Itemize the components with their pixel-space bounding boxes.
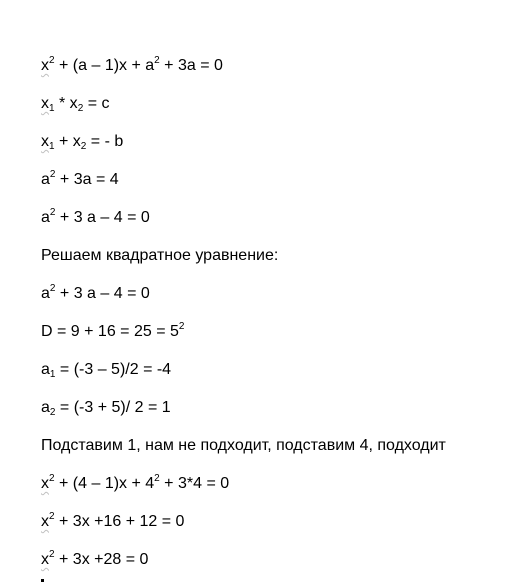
equation-line-12 — [41, 474, 229, 494]
exponent: 2 — [49, 511, 55, 522]
expression-part: + 3x +16 + 12 = 0 — [54, 513, 185, 530]
var-x: x — [41, 551, 49, 568]
exponent: 2 — [154, 55, 160, 66]
exponent: 2 — [178, 321, 185, 332]
equation-line-5 — [41, 208, 150, 228]
bullet-dot — [41, 579, 44, 582]
subscript: 1 — [49, 369, 56, 380]
exponent: 2 — [49, 207, 56, 218]
equation-line-13 — [41, 512, 184, 532]
expression-part: + 3*4 = 0 — [159, 475, 230, 492]
expression-part: + 3x +28 = 0 — [54, 551, 149, 568]
expression-part: + x — [54, 133, 81, 150]
equation-line-7 — [41, 284, 150, 304]
exponent: 2 — [49, 549, 55, 560]
exponent: 2 — [49, 55, 55, 66]
text-line-solve-quadratic: Решаем квадратное уравнение: — [41, 247, 279, 264]
expression-part: + 3a = 4 — [55, 171, 119, 188]
expression-part: = - b — [86, 133, 124, 150]
exponent: 2 — [154, 473, 160, 484]
expression-part: = (-3 + 5)/ 2 = 1 — [55, 399, 171, 416]
expression-part: * x — [54, 95, 78, 112]
var-x: x — [41, 475, 49, 492]
var-a: a — [41, 171, 50, 188]
equation-line-1 — [41, 56, 223, 76]
text-line-substitute: Подставим 1, нам не подходит, подставим 4, подходит — [41, 437, 446, 454]
var-x: x — [41, 513, 49, 530]
subscript: 1 — [49, 141, 55, 152]
expression-part: + (a – 1)x + a — [54, 57, 155, 74]
root-a1-line — [41, 360, 171, 380]
equation-line-4 — [41, 170, 119, 190]
expression-part: D = 9 + 16 = 25 = 5 — [41, 323, 179, 340]
expression-part: + 3a = 0 — [159, 57, 223, 74]
var-a: a — [41, 209, 50, 226]
expression-part: = c — [83, 95, 110, 112]
exponent: 2 — [49, 169, 56, 180]
root-a2-line — [41, 398, 171, 418]
subscript: 2 — [80, 141, 87, 152]
var-x: x — [41, 57, 49, 74]
var-a: a — [41, 285, 50, 302]
subscript: 1 — [49, 103, 55, 114]
subscript: 2 — [49, 407, 56, 418]
var-a: a — [41, 399, 50, 416]
var-a: a — [41, 361, 50, 378]
exponent: 2 — [49, 473, 55, 484]
var-x: x — [41, 133, 49, 150]
equation-line-14 — [41, 550, 148, 570]
discriminant-line — [41, 322, 184, 342]
subscript: 2 — [77, 103, 84, 114]
expression-part: + 3 a – 4 = 0 — [55, 285, 150, 302]
expression-part: = (-3 – 5)/2 = -4 — [55, 361, 172, 378]
equation-line-2 — [41, 94, 109, 114]
exponent: 2 — [49, 283, 56, 294]
var-x: x — [41, 95, 49, 112]
expression-part: + 3 a – 4 = 0 — [55, 209, 150, 226]
expression-part: + (4 – 1)x + 4 — [54, 475, 155, 492]
equation-line-3 — [41, 132, 123, 152]
